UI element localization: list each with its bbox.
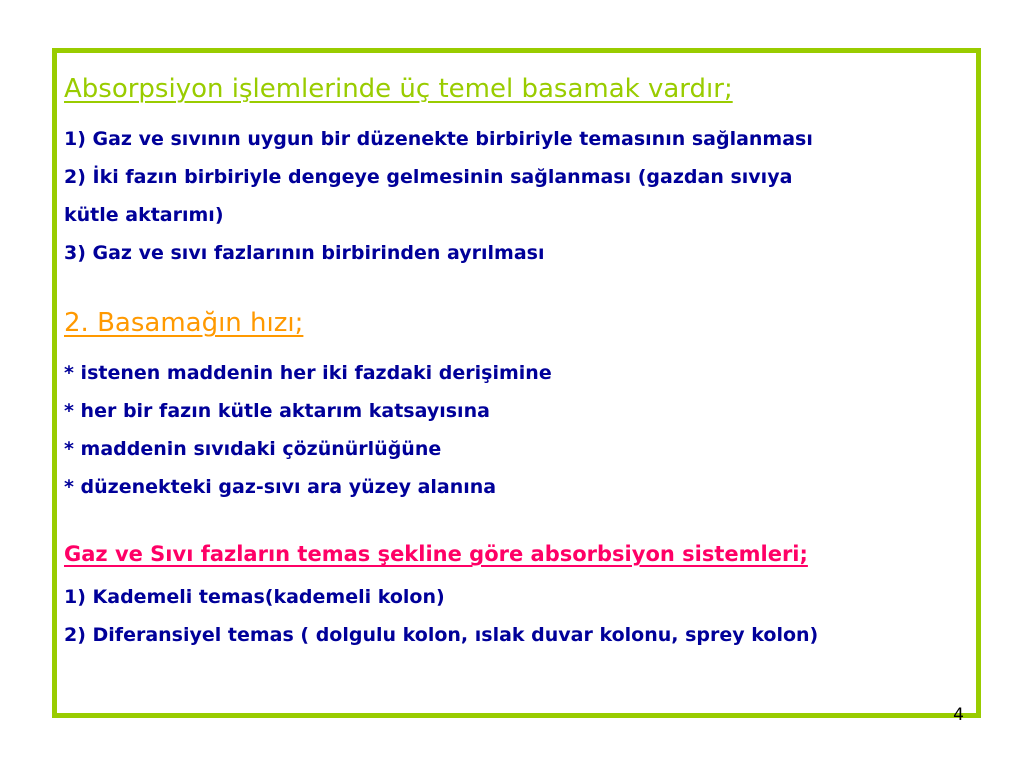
section-spacer [64, 506, 969, 542]
page-number: 4 [953, 705, 964, 725]
section2-line-1: * istenen maddenin her iki fazdaki derişimine [64, 362, 552, 384]
slide-content [64, 74, 969, 654]
section1-line-1: 1) Gaz ve sıvının uygun bir düzenekte birbiriyle temasının sağlanması [64, 128, 813, 150]
section1-line-3: kütle aktarımı) [64, 204, 224, 226]
section3-heading: Gaz ve Sıvı fazların temas şekline göre absorbsiyon sistemleri; [64, 542, 808, 566]
section-spacer [64, 272, 969, 308]
section1-line-2: 2) İki fazın birbiriyle dengeye gelmesinin sağlanması (gazdan sıvıya [64, 166, 793, 188]
section2-heading: 2. Basamağın hızı; [64, 308, 304, 338]
section1-heading: Absorpsiyon işlemlerinde üç temel basamak vardır; [64, 74, 733, 104]
section3-line-1: 1) Kademeli temas(kademeli kolon) [64, 586, 445, 608]
section3-line-2: 2) Diferansiyel temas ( dolgulu kolon, ıslak duvar kolonu, sprey kolon) [64, 624, 819, 646]
section1-line-4: 3) Gaz ve sıvı fazlarının birbirinden ayrılması [64, 242, 545, 264]
section2-line-2: * her bir fazın kütle aktarım katsayısına [64, 400, 490, 422]
section2-line-3: * maddenin sıvıdaki çözünürlüğüne [64, 438, 442, 460]
section2-line-4: * düzenekteki gaz-sıvı ara yüzey alanına [64, 476, 497, 498]
